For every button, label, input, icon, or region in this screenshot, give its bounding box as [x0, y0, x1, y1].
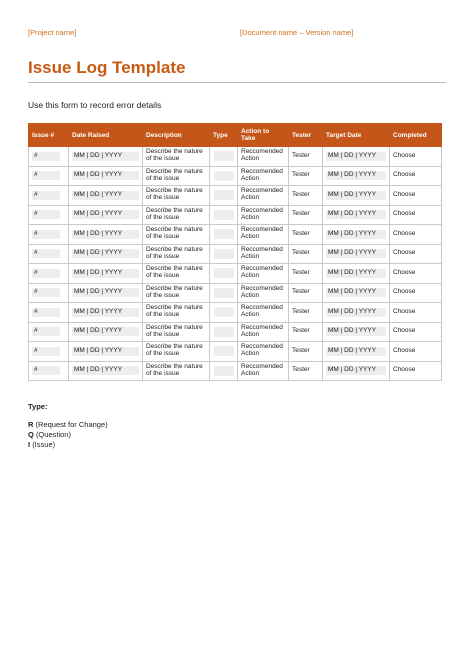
- action-cell[interactable]: Reccomended Action: [238, 166, 289, 186]
- issue-number-field[interactable]: #: [32, 230, 60, 239]
- date-raised-cell[interactable]: [69, 166, 143, 186]
- date-raised-cell[interactable]: [69, 361, 143, 381]
- target-date-cell[interactable]: [323, 225, 390, 245]
- date-raised-field[interactable]: MM | DD | YYYY: [72, 269, 139, 278]
- issue-log-table: [28, 123, 442, 381]
- type-legend-label: Type:: [28, 402, 48, 411]
- legend-meaning: (Request for Change): [35, 420, 108, 429]
- action-cell[interactable]: Reccomended Action: [238, 322, 289, 342]
- table-row: [29, 322, 442, 342]
- target-date-cell[interactable]: [323, 361, 390, 381]
- date-raised-cell[interactable]: [69, 264, 143, 284]
- title-divider: [28, 82, 446, 83]
- tester-cell[interactable]: Tester: [289, 322, 323, 342]
- type-cell[interactable]: [210, 322, 238, 342]
- description-cell[interactable]: Describe the nature of the issue: [143, 244, 210, 264]
- target-date-field[interactable]: MM | DD | YYYY: [326, 308, 386, 317]
- document-name-field[interactable]: [Document name – Version name]: [240, 28, 354, 37]
- issue-number-field[interactable]: #: [32, 249, 60, 258]
- tester-cell[interactable]: Tester: [289, 166, 323, 186]
- type-field[interactable]: [214, 171, 234, 181]
- description-cell[interactable]: Describe the nature of the issue: [143, 342, 210, 362]
- type-cell[interactable]: [210, 186, 238, 206]
- date-raised-field[interactable]: MM | DD | YYYY: [72, 152, 139, 161]
- type-cell[interactable]: [210, 205, 238, 225]
- issue-number-field[interactable]: #: [32, 288, 60, 297]
- tester-cell[interactable]: Tester: [289, 303, 323, 323]
- action-cell[interactable]: Reccomended Action: [238, 225, 289, 245]
- column-header-action: Action to Take: [238, 124, 289, 147]
- description-cell[interactable]: Describe the nature of the issue: [143, 264, 210, 284]
- type-field[interactable]: [214, 229, 234, 239]
- type-cell[interactable]: [210, 342, 238, 362]
- date-raised-cell[interactable]: [69, 322, 143, 342]
- issue-number-cell[interactable]: [29, 186, 69, 206]
- date-raised-field[interactable]: MM | DD | YYYY: [72, 347, 139, 356]
- completed-dropdown[interactable]: Choose: [390, 147, 442, 167]
- description-cell[interactable]: Describe the nature of the issue: [143, 322, 210, 342]
- completed-dropdown[interactable]: Choose: [390, 205, 442, 225]
- completed-dropdown[interactable]: Choose: [390, 342, 442, 362]
- target-date-field[interactable]: MM | DD | YYYY: [326, 347, 386, 356]
- date-raised-cell[interactable]: [69, 147, 143, 167]
- column-header-date-raised: Date Raised: [69, 124, 143, 147]
- issue-number-cell[interactable]: [29, 205, 69, 225]
- type-field[interactable]: [214, 366, 234, 376]
- table-row: [29, 147, 442, 167]
- tester-cell[interactable]: Tester: [289, 264, 323, 284]
- issue-number-field[interactable]: #: [32, 171, 60, 180]
- description-cell[interactable]: Describe the nature of the issue: [143, 205, 210, 225]
- target-date-field[interactable]: MM | DD | YYYY: [326, 230, 386, 239]
- date-raised-field[interactable]: MM | DD | YYYY: [72, 327, 139, 336]
- legend-item: [28, 440, 108, 450]
- completed-dropdown[interactable]: Choose: [390, 264, 442, 284]
- type-field[interactable]: [214, 268, 234, 278]
- table-row: [29, 166, 442, 186]
- target-date-cell[interactable]: [323, 264, 390, 284]
- completed-dropdown[interactable]: Choose: [390, 166, 442, 186]
- date-raised-field[interactable]: MM | DD | YYYY: [72, 230, 139, 239]
- issue-number-field[interactable]: #: [32, 191, 60, 200]
- table-row: [29, 205, 442, 225]
- date-raised-cell[interactable]: [69, 186, 143, 206]
- date-raised-field[interactable]: MM | DD | YYYY: [72, 366, 139, 375]
- type-cell[interactable]: [210, 147, 238, 167]
- legend-item: [28, 420, 108, 430]
- description-cell[interactable]: Describe the nature of the issue: [143, 186, 210, 206]
- target-date-field[interactable]: MM | DD | YYYY: [326, 191, 386, 200]
- target-date-cell[interactable]: [323, 166, 390, 186]
- issue-number-cell[interactable]: [29, 264, 69, 284]
- completed-dropdown[interactable]: Choose: [390, 303, 442, 323]
- issue-number-cell[interactable]: [29, 303, 69, 323]
- issue-number-field[interactable]: #: [32, 152, 60, 161]
- tester-cell[interactable]: Tester: [289, 342, 323, 362]
- type-cell[interactable]: [210, 225, 238, 245]
- date-raised-field[interactable]: MM | DD | YYYY: [72, 191, 139, 200]
- description-cell[interactable]: Describe the nature of the issue: [143, 225, 210, 245]
- column-header-type: Type: [210, 124, 238, 147]
- issue-number-cell[interactable]: [29, 166, 69, 186]
- date-raised-cell[interactable]: [69, 303, 143, 323]
- column-header-target-date: Target Date: [323, 124, 390, 147]
- issue-number-field[interactable]: #: [32, 327, 60, 336]
- completed-dropdown[interactable]: Choose: [390, 283, 442, 303]
- issue-number-cell[interactable]: [29, 147, 69, 167]
- date-raised-cell[interactable]: [69, 225, 143, 245]
- target-date-cell[interactable]: [323, 205, 390, 225]
- target-date-field[interactable]: MM | DD | YYYY: [326, 366, 386, 375]
- action-cell[interactable]: Reccomended Action: [238, 361, 289, 381]
- tester-cell[interactable]: Tester: [289, 244, 323, 264]
- issue-number-cell[interactable]: [29, 361, 69, 381]
- table-body: [29, 147, 442, 381]
- target-date-cell[interactable]: [323, 147, 390, 167]
- type-field[interactable]: [214, 346, 234, 356]
- column-header-issue: Issue #: [29, 124, 69, 147]
- date-raised-field[interactable]: MM | DD | YYYY: [72, 249, 139, 258]
- type-cell[interactable]: [210, 283, 238, 303]
- target-date-field[interactable]: MM | DD | YYYY: [326, 327, 386, 336]
- type-legend: [28, 420, 108, 450]
- issue-number-cell[interactable]: [29, 322, 69, 342]
- issue-number-field[interactable]: #: [32, 366, 60, 375]
- type-field[interactable]: [214, 327, 234, 337]
- legend-meaning: (Question): [35, 430, 71, 439]
- table-row: [29, 225, 442, 245]
- issue-number-cell[interactable]: [29, 244, 69, 264]
- description-cell[interactable]: Describe the nature of the issue: [143, 361, 210, 381]
- page-title: Issue Log Template: [28, 58, 186, 77]
- completed-dropdown[interactable]: Choose: [390, 361, 442, 381]
- type-field[interactable]: [214, 288, 234, 298]
- table-row: [29, 264, 442, 284]
- target-date-cell[interactable]: [323, 244, 390, 264]
- target-date-field[interactable]: MM | DD | YYYY: [326, 288, 386, 297]
- issue-number-field[interactable]: #: [32, 269, 60, 278]
- tester-cell[interactable]: Tester: [289, 361, 323, 381]
- issue-number-cell[interactable]: [29, 342, 69, 362]
- type-cell[interactable]: [210, 361, 238, 381]
- target-date-field[interactable]: MM | DD | YYYY: [326, 152, 386, 161]
- type-field[interactable]: [214, 249, 234, 259]
- action-cell[interactable]: Reccomended Action: [238, 264, 289, 284]
- tester-cell[interactable]: Tester: [289, 225, 323, 245]
- type-field[interactable]: [214, 210, 234, 220]
- target-date-cell[interactable]: [323, 283, 390, 303]
- issue-number-cell[interactable]: [29, 225, 69, 245]
- issue-number-field[interactable]: #: [32, 210, 60, 219]
- type-cell[interactable]: [210, 303, 238, 323]
- date-raised-cell[interactable]: [69, 342, 143, 362]
- column-header-tester: Tester: [289, 124, 323, 147]
- tester-cell[interactable]: Tester: [289, 283, 323, 303]
- action-cell[interactable]: Reccomended Action: [238, 303, 289, 323]
- legend-item: [28, 430, 108, 440]
- legend-meaning: (Issue): [32, 440, 56, 449]
- type-cell[interactable]: [210, 264, 238, 284]
- action-cell[interactable]: Reccomended Action: [238, 147, 289, 167]
- table-row: [29, 342, 442, 362]
- table-row: [29, 283, 442, 303]
- issue-number-field[interactable]: #: [32, 347, 60, 356]
- type-field[interactable]: [214, 190, 234, 200]
- target-date-field[interactable]: MM | DD | YYYY: [326, 171, 386, 180]
- target-date-cell[interactable]: [323, 322, 390, 342]
- completed-dropdown[interactable]: Choose: [390, 186, 442, 206]
- target-date-cell[interactable]: [323, 342, 390, 362]
- type-cell[interactable]: [210, 166, 238, 186]
- completed-dropdown[interactable]: Choose: [390, 322, 442, 342]
- type-field[interactable]: [214, 151, 234, 161]
- table-row: [29, 303, 442, 323]
- table-header-row: [29, 124, 442, 147]
- issue-number-field[interactable]: #: [32, 308, 60, 317]
- action-cell[interactable]: Reccomended Action: [238, 244, 289, 264]
- target-date-field[interactable]: MM | DD | YYYY: [326, 249, 386, 258]
- target-date-cell[interactable]: [323, 303, 390, 323]
- table-row: [29, 186, 442, 206]
- description-cell[interactable]: Describe the nature of the issue: [143, 303, 210, 323]
- tester-cell[interactable]: Tester: [289, 186, 323, 206]
- action-cell[interactable]: Reccomended Action: [238, 342, 289, 362]
- date-raised-cell[interactable]: [69, 283, 143, 303]
- date-raised-cell[interactable]: [69, 205, 143, 225]
- intro-text: Use this form to record error details: [28, 100, 162, 110]
- target-date-field[interactable]: MM | DD | YYYY: [326, 269, 386, 278]
- date-raised-field[interactable]: MM | DD | YYYY: [72, 171, 139, 180]
- legend-code: I: [28, 440, 31, 449]
- legend-code: R: [28, 420, 34, 429]
- target-date-cell[interactable]: [323, 186, 390, 206]
- project-name-field[interactable]: [Project name]: [28, 28, 77, 37]
- column-header-description: Description: [143, 124, 210, 147]
- type-field[interactable]: [214, 307, 234, 317]
- target-date-field[interactable]: MM | DD | YYYY: [326, 210, 386, 219]
- table-row: [29, 244, 442, 264]
- date-raised-field[interactable]: MM | DD | YYYY: [72, 308, 139, 317]
- description-cell[interactable]: Describe the nature of the issue: [143, 147, 210, 167]
- action-cell[interactable]: Reccomended Action: [238, 283, 289, 303]
- date-raised-field[interactable]: MM | DD | YYYY: [72, 288, 139, 297]
- date-raised-field[interactable]: MM | DD | YYYY: [72, 210, 139, 219]
- description-cell[interactable]: Describe the nature of the issue: [143, 166, 210, 186]
- tester-cell[interactable]: Tester: [289, 147, 323, 167]
- description-cell[interactable]: Describe the nature of the issue: [143, 283, 210, 303]
- completed-dropdown[interactable]: Choose: [390, 244, 442, 264]
- completed-dropdown[interactable]: Choose: [390, 225, 442, 245]
- issue-number-cell[interactable]: [29, 283, 69, 303]
- tester-cell[interactable]: Tester: [289, 205, 323, 225]
- action-cell[interactable]: Reccomended Action: [238, 205, 289, 225]
- date-raised-cell[interactable]: [69, 244, 143, 264]
- column-header-completed: Completed: [390, 124, 442, 147]
- legend-code: Q: [28, 430, 34, 439]
- action-cell[interactable]: Reccomended Action: [238, 186, 289, 206]
- table-row: [29, 361, 442, 381]
- type-cell[interactable]: [210, 244, 238, 264]
